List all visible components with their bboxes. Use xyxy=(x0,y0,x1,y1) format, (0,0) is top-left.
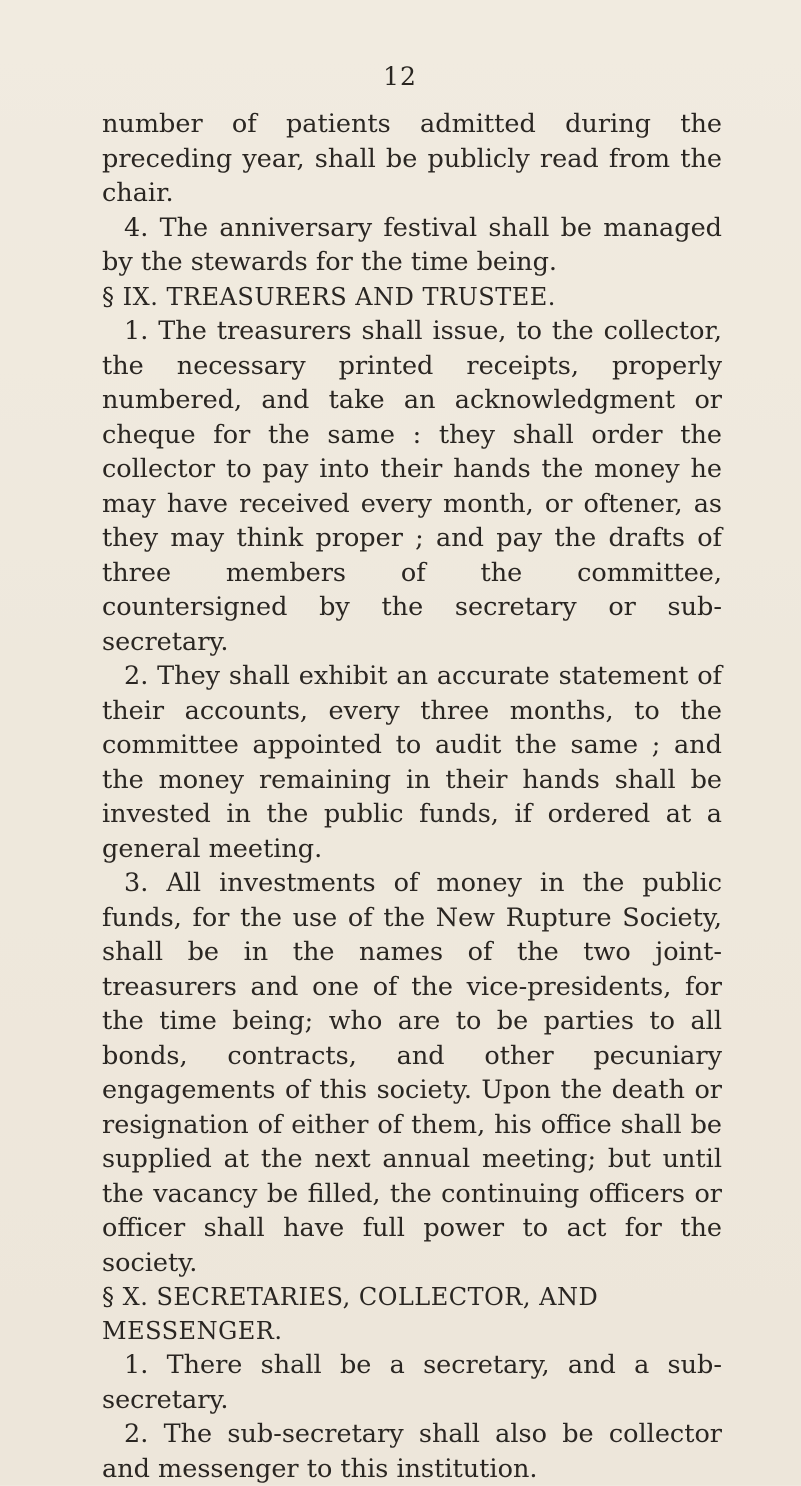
section-x-heading-line-2: MESSENGER. xyxy=(102,1317,283,1345)
page-body xyxy=(102,107,722,1486)
section-x-paragraph-1: 1. There shall be a secretary, and a sub-secretary. xyxy=(102,1350,722,1415)
section-x-heading xyxy=(102,1280,722,1348)
section-ix-heading: § IX. TREASURERS AND TRUSTEE. xyxy=(102,282,556,311)
paragraph-continuation: number of patients admitted during the preceding year, shall be publicly read from the chair. xyxy=(102,109,722,208)
section-ix-paragraph-2: 2. They shall exhibit an accurate statement of their accounts, every three months, to the committee appointed to audit the same ; and the money remaining in their hands shall be invested in the public funds, if ordered at a general meeting. xyxy=(102,661,722,864)
section-x-paragraph-2: 2. The sub-secretary shall also be collector and messenger to this institution. xyxy=(102,1419,722,1484)
section-x-heading-line-1: § X. SECRETARIES, COLLECTOR, AND xyxy=(102,1283,599,1311)
paragraph-anniversary: 4. The anniversary festival shall be managed by the stewards for the time being. xyxy=(102,212,722,277)
section-ix-paragraph-1: 1. The treasurers shall issue, to the collector, the necessary printed receipts, properly numbered, and take an acknowledgment or cheque for the same : they shall order the collector to pay into their hands the money he may have received every month, or oftener, as they may think proper ; and pay the drafts of three members of the committee, countersigned by the secretary or sub-secretary. xyxy=(102,316,722,657)
page-number: 12 xyxy=(383,62,417,91)
section-ix-paragraph-3: 3. All investments of money in the public funds, for the use of the New Rupture Society, shall be in the names of the two joint-treasurers and one of the vice-presidents, for the time being; who are to be parties to all bonds, contracts, and other pecuniary engagements of this society. Upon the death or resignation of either of them, his office shall be supplied at the next annual meeting; but until the vacancy be filled, the continuing officers or officer shall have full power to act for the society. xyxy=(102,868,722,1278)
